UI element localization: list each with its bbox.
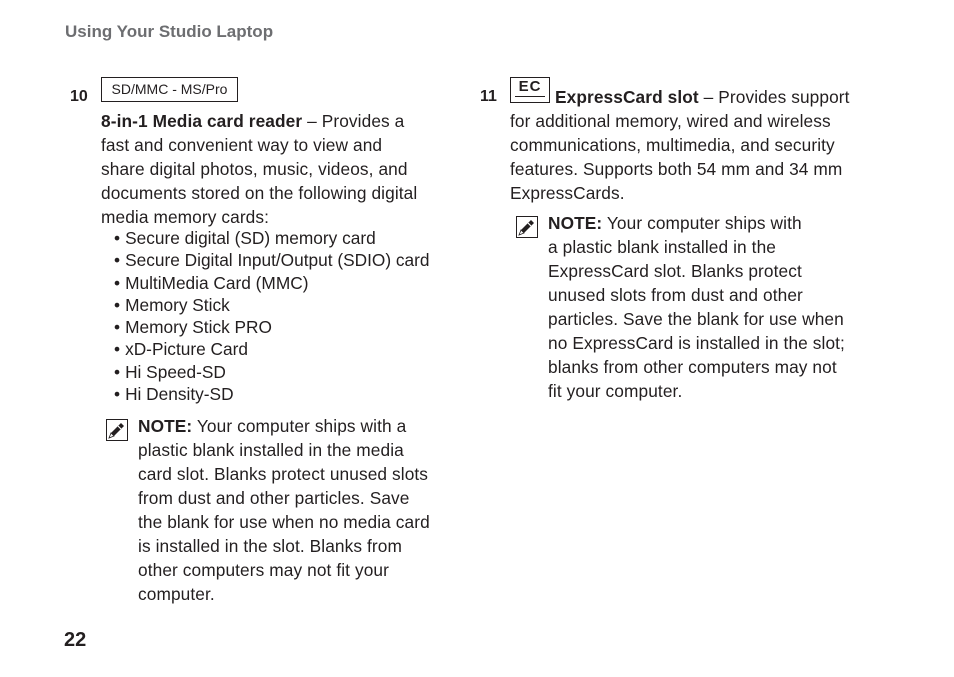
- list-item: • xD-Picture Card: [114, 338, 430, 360]
- note-line: other computers may not fit your: [138, 560, 390, 580]
- list-item: • Hi Speed-SD: [114, 361, 430, 383]
- note-label: NOTE:: [138, 416, 193, 436]
- item-number-11: 11: [480, 88, 497, 105]
- desc-line: – Provides a: [307, 111, 405, 131]
- note-line: from dust and other particles. Save: [138, 488, 410, 508]
- note-pencil-icon: [516, 216, 538, 238]
- desc-line: documents stored on the following digital: [101, 183, 418, 203]
- expresscard-icon-label: EC: [518, 78, 542, 95]
- note-line: Your computer ships with a: [196, 416, 407, 436]
- card-reader-description: [101, 109, 417, 229]
- desc-line: communications, multimedia, and security: [510, 135, 835, 155]
- expresscard-description: [510, 85, 850, 205]
- note-line: is installed in the slot. Blanks from: [138, 536, 402, 556]
- note-label: NOTE:: [548, 213, 603, 233]
- note-line: a plastic blank installed in the: [548, 237, 776, 257]
- note-pencil-icon: [106, 419, 128, 441]
- list-item: • Memory Stick PRO: [114, 316, 430, 338]
- note-line: fit your computer.: [548, 381, 683, 401]
- list-item: • MultiMedia Card (MMC): [114, 272, 430, 294]
- note-line: computer.: [138, 584, 215, 604]
- page-number: 22: [64, 629, 87, 651]
- desc-line: share digital photos, music, videos, and: [101, 159, 408, 179]
- list-item: • Secure digital (SD) memory card: [114, 227, 430, 249]
- desc-line: – Provides support: [703, 87, 850, 107]
- list-item: • Secure Digital Input/Output (SDIO) card: [114, 249, 430, 271]
- note-line: unused slots from dust and other: [548, 285, 803, 305]
- running-header: Using Your Studio Laptop: [65, 22, 274, 41]
- note-line: Your computer ships with: [606, 213, 802, 233]
- card-reader-label-box: SD/MMC - MS/Pro: [101, 77, 238, 102]
- desc-line: features. Supports both 54 mm and 34 mm: [510, 159, 843, 179]
- desc-line: for additional memory, wired and wireless: [510, 111, 831, 131]
- note-line: plastic blank installed in the media: [138, 440, 404, 460]
- list-item: • Memory Stick: [114, 294, 430, 316]
- item-number-10: 10: [70, 88, 88, 105]
- supported-cards-list: [114, 227, 430, 405]
- card-reader-note: [138, 414, 430, 606]
- note-line: no ExpressCard is installed in the slot;: [548, 333, 845, 353]
- note-line: ExpressCard slot. Blanks protect: [548, 261, 802, 281]
- desc-line: ExpressCards.: [510, 183, 625, 203]
- note-line: the blank for use when no media card: [138, 512, 430, 532]
- note-line: card slot. Blanks protect unused slots: [138, 464, 429, 484]
- note-line: particles. Save the blank for use when: [548, 309, 844, 329]
- note-line: blanks from other computers may not: [548, 357, 837, 377]
- expresscard-heading: ExpressCard slot: [555, 87, 699, 107]
- card-reader-heading: 8-in-1 Media card reader: [101, 111, 303, 131]
- expresscard-note: [548, 211, 845, 403]
- desc-line: media memory cards:: [101, 207, 270, 227]
- desc-line: fast and convenient way to view and: [101, 135, 383, 155]
- list-item: • Hi Density-SD: [114, 383, 430, 405]
